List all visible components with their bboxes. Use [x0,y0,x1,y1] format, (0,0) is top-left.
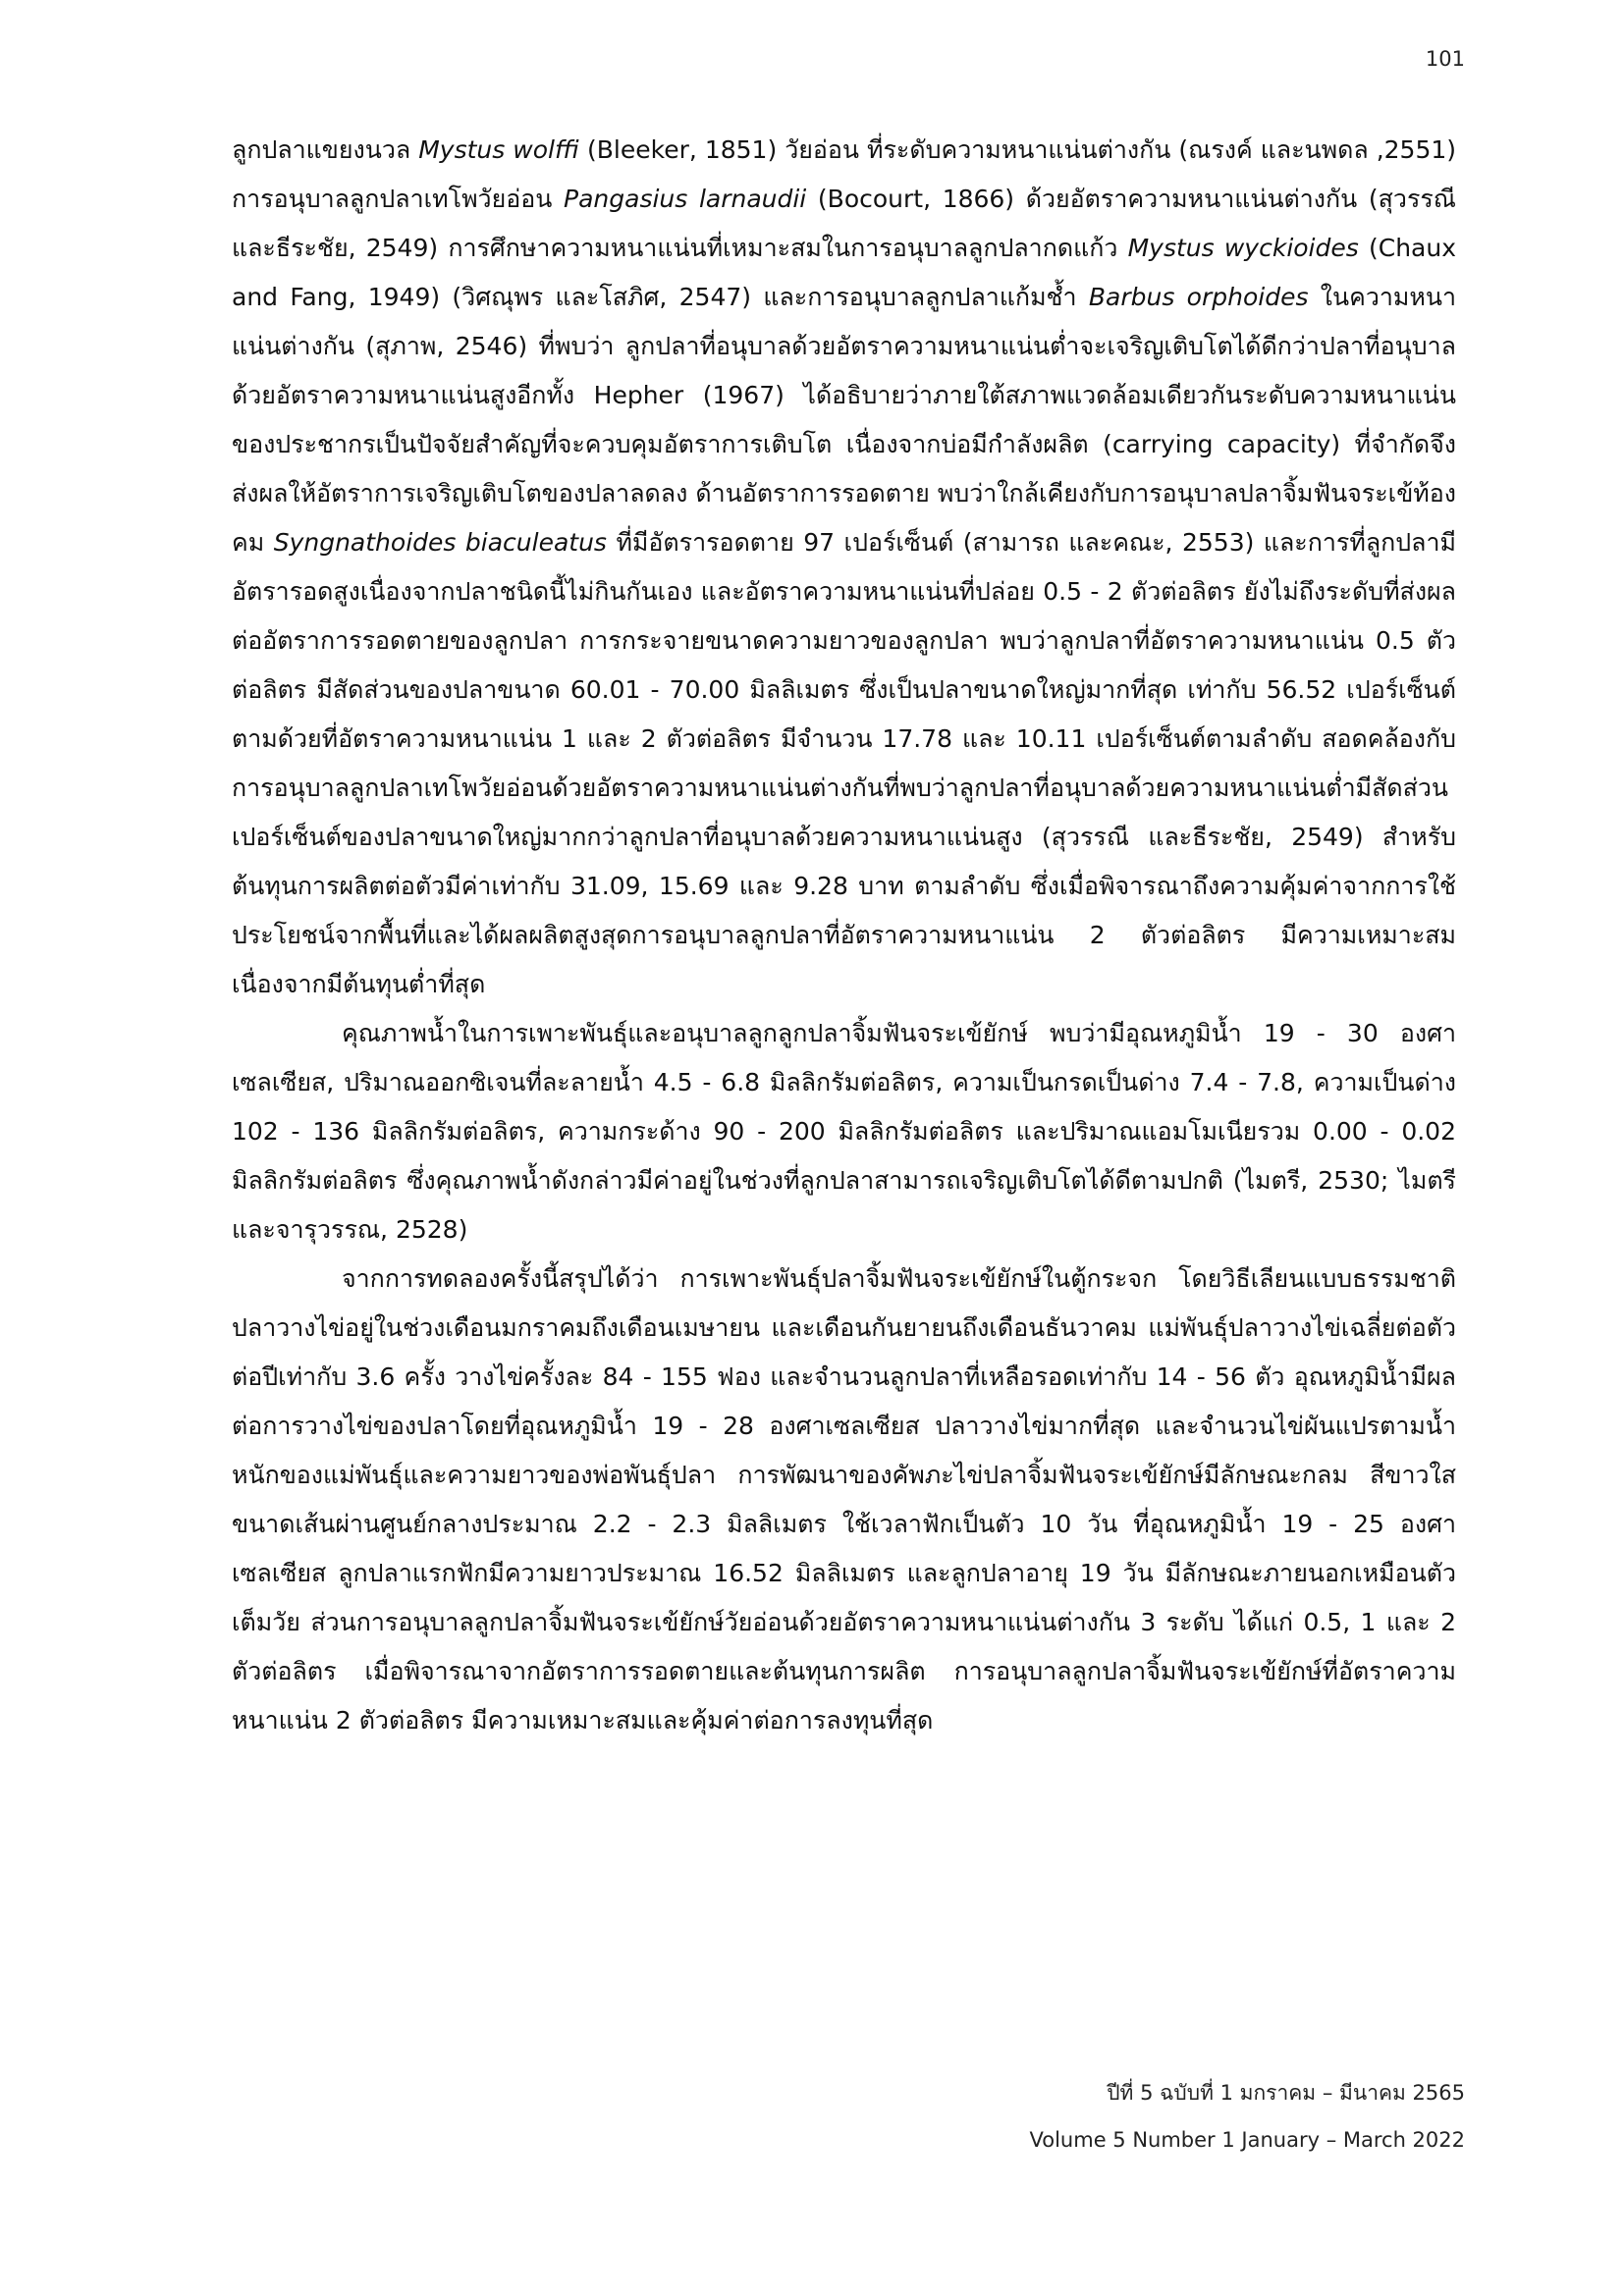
species-name: Mystus wolffi [418,135,579,164]
species-name: Pangasius larnaudii [564,185,807,213]
text-run: ในความหนาแน่นต่างกัน (สุภาพ, 2546) ที่พบว่า ลูกปลาที่อนุบาลด้วยอัตราความหนาแน่นต่ำจะเจริญเติบโตได้ดีกว่าปลาที่อนุบาลด้วยอัตราความหนาแน่นสูงอีกทั้ง Hepher (1967) ได้อธิบายว่าภายใต้สภาพแวดล้อมเดียวกันระดับความหนาแน่นของประชากรเป็นปัจจัยสำคัญที่จะควบคุมอัตราการเติบโต เนื่องจากบ่อมีกำลังผลิต (carrying capacity) ที่จำกัดจึงส่งผลให้อัตราการเจริญเติบโตของปลาลดลง ด้านอัตราการรอดตาย พบว่าใกล้เคียงกับการอนุบาลปลาจิ้มฟันจระเข้ท้องคม [232,283,1456,557]
page-number: 101 [1425,47,1465,71]
species-name: Mystus wyckioides [1127,234,1359,262]
footer-issue-thai: ปีที่ 5 ฉบับที่ 1 มกราคม – มีนาคม 2565 [1107,2081,1465,2105]
journal-footer [1030,2069,1465,2163]
species-name: Barbus orphoides [1088,283,1309,311]
text-run: (Bleeker, 1851) วัยอ่อน ที่ระดับความหนาแน่นต่างกัน (ณรงค์ และนพดล ,2551) การอนุบาลลูกปลาเทโพวัยอ่อน [232,135,1457,213]
footer-issue-english: Volume 5 Number 1 January – March 2022 [1029,2128,1465,2152]
text-run: ลูกปลาแขยงนวล [232,135,419,164]
text-run: จากการทดลองครั้งนี้สรุปได้ว่า การเพาะพันธุ์ปลาจิ้มฟันจระเข้ยักษ์ในตู้กระจก โดยวิธีเลียนแบบธรรมชาติ ปลาวางไข่อยู่ในช่วงเดือนมกราคมถึงเดือนเมษายน และเดือนกันยายนถึงเดือนธันวาคม แม่พันธุ์ปลาวางไข่เฉลี่ยต่อตัวต่อปีเท่ากับ 3.6 ครั้ง วางไข่ครั้งละ 84 - 155 ฟอง และจำนวนลูกปลาที่เหลือรอดเท่ากับ 14 - 56 ตัว อุณหภูมิน้ำมีผลต่อการวางไข่ของปลาโดยที่อุณหภูมิน้ำ 19 - 28 องศาเซลเซียส ปลาวางไข่มากที่สุด และจำนวนไข่ผันแปรตามน้ำหนักของแม่พันธุ์และความยาวของพ่อพันธุ์ปลา การพัฒนาของคัพภะไข่ปลาจิ้มฟันจระเข้ยักษ์มีลักษณะกลม สีขาวใส ขนาดเส้นผ่านศูนย์กลางประมาณ 2.2 - 2.3 มิลลิเมตร ใช้เวลาฟักเป็นตัว 10 วัน ที่อุณหภูมิน้ำ 19 - 25 องศาเซลเซียส ลูกปลาแรกฟักมีความยาวประมาณ 16.52 มิลลิเมตร และลูกปลาอายุ 19 วัน มีลักษณะภายนอกเหมือนตัวเต็มวัย ส่วนการอนุบาลลูกปลาจิ้มฟันจระเข้ยักษ์วัยอ่อนด้วยอัตราความหนาแน่นต่างกัน 3 ระดับ ได้แก่ 0.5, 1 และ 2 ตัวต่อลิตร เมื่อพิจารณาจากอัตราการรอดตายและต้นทุนการผลิต การอนุบาลลูกปลาจิ้มฟันจระเข้ยักษ์ที่อัตราความหนาแน่น 2 ตัวต่อลิตร มีความเหมาะสมและคุ้มค่าต่อการลงทุนที่สุด [232,1264,1456,1735]
paragraph [232,1009,1456,1255]
species-name: Syngnathoides biaculeatus [273,528,607,557]
body-text [232,126,1456,1745]
paragraph [232,1255,1456,1745]
paragraph [232,126,1456,1009]
text-run: (Bocourt, 1866) ด้วยอัตราความหนาแน่นต่างกัน (สุวรรณี และธีระชัย, 2549) การศึกษาความหนาแน่นที่เหมาะสมในการอนุบาลลูกปลากดแก้ว [232,185,1456,262]
text-run: ที่มีอัตรารอดตาย 97 เปอร์เซ็นต์ (สามารถ และคณะ, 2553) และการที่ลูกปลามีอัตรารอดสูงเนื่องจากปลาชนิดนี้ไม่กินกันเอง และอัตราความหนาแน่นที่ปล่อย 0.5 - 2 ตัวต่อลิตร ยังไม่ถึงระดับที่ส่งผลต่ออัตราการรอดตายของลูกปลา การกระจายขนาดความยาวของลูกปลา พบว่าลูกปลาที่อัตราความหนาแน่น 0.5 ตัวต่อลิตร มีสัดส่วนของปลาขนาด 60.01 - 70.00 มิลลิเมตร ซึ่งเป็นปลาขนาดใหญ่มากที่สุด เท่ากับ 56.52 เปอร์เซ็นต์ ตามด้วยที่อัตราความหนาแน่น 1 และ 2 ตัวต่อลิตร มีจำนวน 17.78 และ 10.11 เปอร์เซ็นต์ตามลำดับ สอดคล้องกับการอนุบาลลูกปลาเทโพวัยอ่อนด้วยอัตราความหนาแน่นต่างกันที่พบว่าลูกปลาที่อนุบาลด้วยความหนาแน่นต่ำมีสัดส่วนเปอร์เซ็นต์ของปลาขนาดใหญ่มากกว่าลูกปลาที่อนุบาลด้วยความหนาแน่นสูง (สุวรรณี และธีระชัย, 2549) สำหรับต้นทุนการผลิตต่อตัวมีค่าเท่ากับ 31.09, 15.69 และ 9.28 บาท ตามลำดับ ซึ่งเมื่อพิจารณาถึงความคุ้มค่าจากการใช้ประโยชน์จากพื้นที่และได้ผลผลิตสูงสุดการอนุบาลลูกปลาที่อัตราความหนาแน่น 2 ตัวต่อลิตร มีความเหมาะสมเนื่องจากมีต้นทุนต่ำที่สุด [232,528,1456,998]
text-run: (Chaux and Fang, 1949) (วิศณุพร และโสภิศ, 2547) และการอนุบาลลูกปลาแก้มช้ำ [232,234,1457,311]
text-run: คุณภาพน้ำในการเพาะพันธุ์และอนุบาลลูกลูกปลาจิ้มฟันจระเข้ยักษ์ พบว่ามีอุณหภูมิน้ำ 19 - 30 องศาเซลเซียส, ปริมาณออกซิเจนที่ละลายน้ำ 4.5 - 6.8 มิลลิกรัมต่อลิตร, ความเป็นกรดเป็นด่าง 7.4 - 7.8, ความเป็นด่าง 102 - 136 มิลลิกรัมต่อลิตร, ความกระด้าง 90 - 200 มิลลิกรัมต่อลิตร และปริมาณแอมโมเนียรวม 0.00 - 0.02 มิลลิกรัมต่อลิตร ซึ่งคุณภาพน้ำดังกล่าวมีค่าอยู่ในช่วงที่ลูกปลาสามารถเจริญเติบโตได้ดีตามปกติ (ไมตรี, 2530; ไมตรี และจารุวรรณ, 2528) [232,1019,1456,1244]
